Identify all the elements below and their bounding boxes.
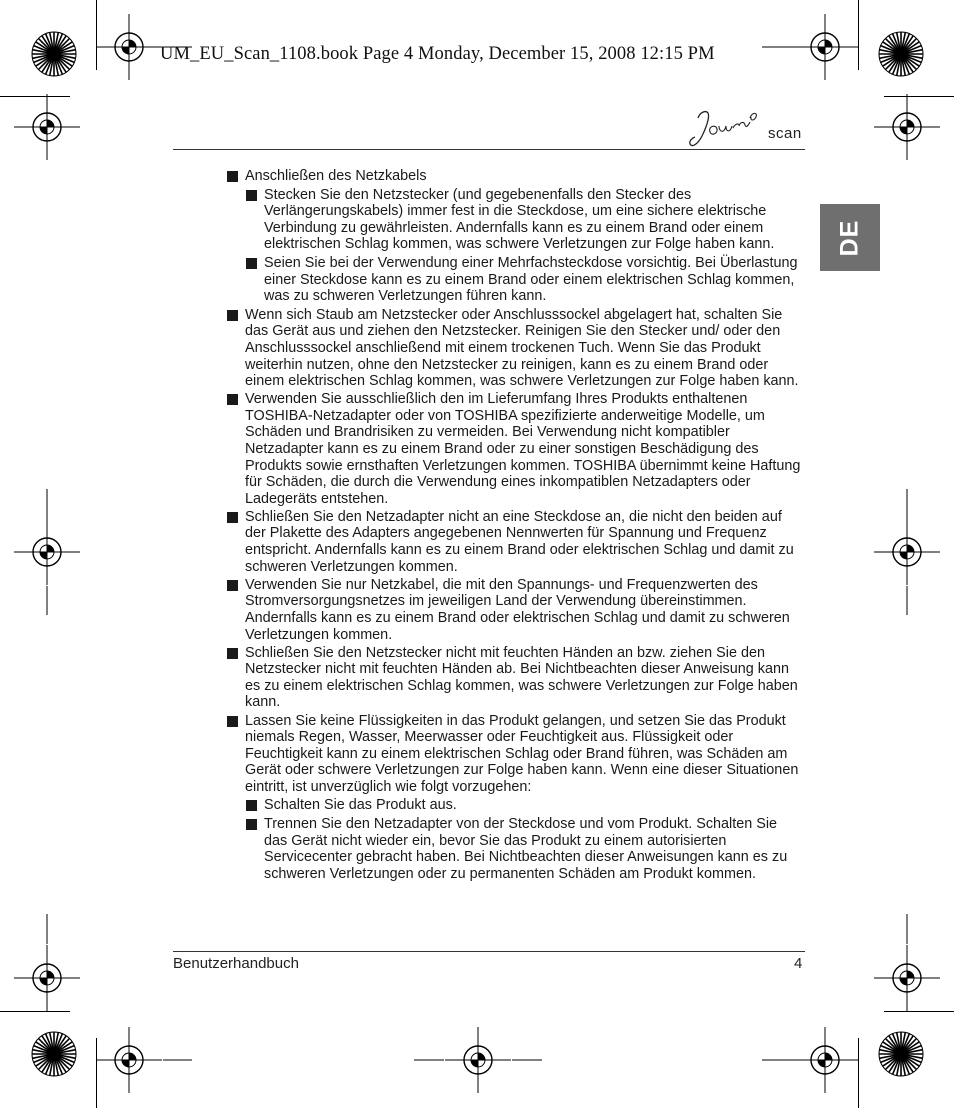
list-item: Verwenden Sie nur Netzkabel, die mit den Spannungs- und Frequenzwerten des Stromversorgungsnetzes im jeweiligen Land der Verwendung übereinstimmen. Andernfalls kann es zu einem Brand oder elektrischen Schlag und damit zu schweren Verletzungen kommen. bbox=[226, 577, 804, 643]
list-item-text: Anschließen des Netzkabels bbox=[245, 168, 427, 184]
sub-list bbox=[245, 797, 804, 882]
journe-scan-logo bbox=[686, 104, 810, 150]
sub-list-item: Schalten Sie das Produkt aus. bbox=[245, 797, 804, 814]
starburst-mark-icon bbox=[30, 30, 78, 78]
page-number: 4 bbox=[794, 955, 803, 972]
sub-list-item: Seien Sie bei der Verwendung einer Mehrfachsteckdose vorsichtig. Bei Überlastung einer Steckdose kann es zu einem Brand oder einem elektrischen Schlag kommen, was zu schweren Verletzungen führen kann. bbox=[245, 255, 804, 305]
header-rule bbox=[173, 149, 805, 150]
list-item-text: Lassen Sie keine Flüssigkeiten in das Produkt gelangen, und setzen Sie das Produkt niemals Regen, Wasser, Meerwasser oder Feuchtigkeit aus. Flüssigkeit oder Feuchtigkeit kann zu einem elektrischen Schlag oder Brand führen, was Schäden am Gerät oder schwere Verletzungen zur Folge haben kann. Wenn eine dieser Situationen eintritt, ist unverzüglich wie folgt vorzugehen: bbox=[245, 712, 799, 795]
sub-list bbox=[245, 187, 804, 305]
starburst-mark-icon bbox=[30, 1030, 78, 1078]
list-item bbox=[226, 168, 804, 305]
sub-list-item: Trennen Sie den Netzadapter von der Steckdose und vom Produkt. Schalten Sie das Gerät nicht wieder ein, bevor Sie das Produkt zu einem autorisierten Servicecenter gebracht haben. Bei Nichtbeachten dieser Anweisungen kann es zu schweren Verletzungen oder zu permanenten Schäden am Produkt kommen. bbox=[245, 816, 804, 882]
sub-list-item: Stecken Sie den Netzstecker (und gegebenenfalls den Stecker des Verlängerungskabels) immer fest in die Steckdose, um eine sichere elektrische Verbindung zu gewährleisten. Andernfalls kann es zu einem Brand oder einem elektrischen Schlag kommen, was schwere Verletzungen zur Folge haben kann. bbox=[245, 187, 804, 253]
footer-title: Benutzerhandbuch bbox=[173, 955, 299, 972]
starburst-mark-icon bbox=[877, 1030, 925, 1078]
print-header: UM_EU_Scan_1108.book Page 4 Monday, December 15, 2008 12:15 PM bbox=[160, 44, 715, 64]
list-item: Verwenden Sie ausschließlich den im Lieferumfang Ihres Produkts enthaltenen TOSHIBA-Netzadapter oder von TOSHIBA spezifizierte anderweitige Modelle, um Schäden und Brandrisiken zu vermeiden. Bei Verwendung nicht kompatibler Netzadapter kann es zu einem Brand oder zu einer sonstigen Beschädigung des Produkts sowie ernsthaften Verletzungen kommen. TOSHIBA übernimmt keine Haftung für Schäden, die durch die Verwendung eines inkompatiblen Netzadapters oder Ladegeräts entstehen. bbox=[226, 391, 804, 507]
list-item bbox=[226, 713, 804, 883]
list-item: Wenn sich Staub am Netzstecker oder Anschlusssockel abgelagert hat, schalten Sie das Gerät aus und ziehen den Netzstecker. Reinigen Sie den Stecker und/ oder den Anschlusssockel anschließend mit einem trockenen Tuch. Wenn Sie das Produkt weiterhin nutzen, ohne den Netzstecker zu reinigen, kann es zu einem Brand oder einem elektrischen Schlag kommen, was schwere Verletzungen zur Folge haben kann. bbox=[226, 307, 804, 390]
language-tab bbox=[820, 204, 880, 271]
starburst-mark-icon bbox=[877, 30, 925, 78]
footer-rule bbox=[173, 951, 805, 952]
list-item: Schließen Sie den Netzadapter nicht an eine Steckdose an, die nicht den beiden auf der Plakette des Adapters angegebenen Nennwerten für Spannung und Frequenz entspricht. Andernfalls kann es zu einem Brand oder elektrischen Schlag und damit zu schweren Verletzungen kommen. bbox=[226, 509, 804, 575]
logo-scan-word: scan bbox=[768, 125, 802, 142]
list-item: Schließen Sie den Netzstecker nicht mit feuchten Händen an bzw. ziehen Sie den Netzstecker nicht mit feuchten Händen ab. Bei Nichtbeachten dieser Anweisung kann es zu einem elektrischen Schlag kommen, was schwere Verletzungen zur Folge haben kann. bbox=[226, 645, 804, 711]
safety-instructions bbox=[226, 168, 804, 884]
language-tab-label: DE bbox=[835, 219, 864, 256]
journe-script-logo-icon bbox=[686, 104, 770, 150]
